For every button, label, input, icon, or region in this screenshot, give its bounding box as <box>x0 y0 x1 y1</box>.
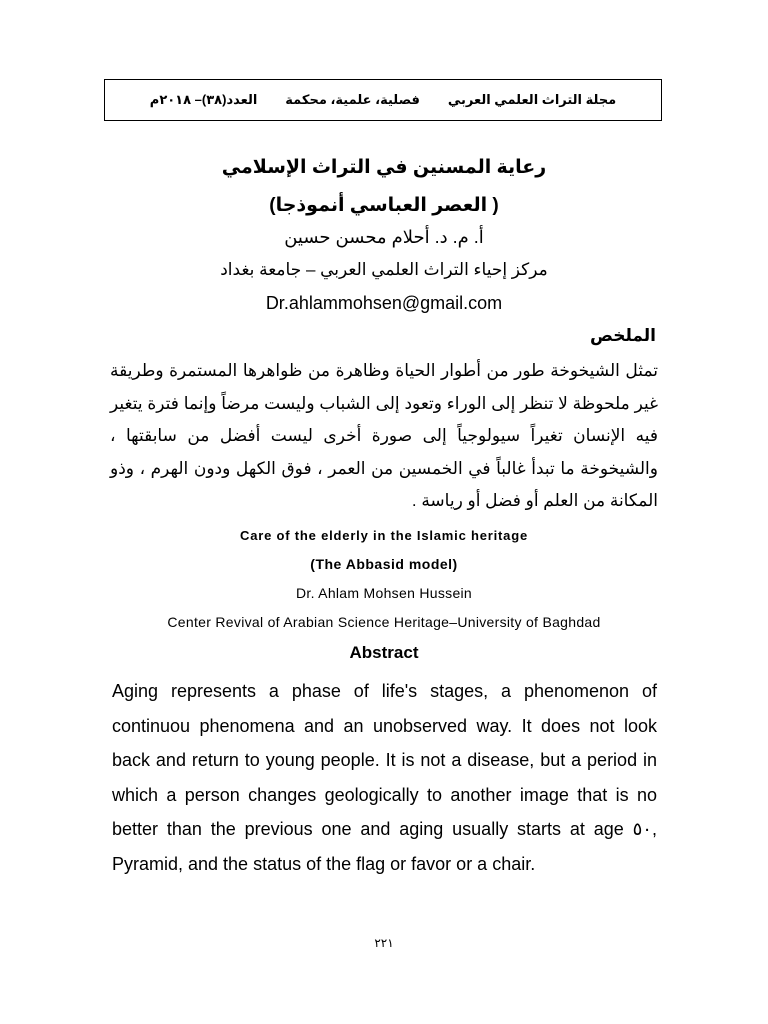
english-abstract-heading: Abstract <box>349 643 419 662</box>
author-email[interactable]: Dr.ahlammohsen@gmail.com <box>265 293 503 313</box>
journal-issue: العدد(٣٨)– ٢٠١٨م <box>149 92 258 107</box>
arabic-abstract-heading: الملخص <box>590 326 656 345</box>
english-author: Dr. Ahlam Mohsen Hussein <box>295 585 473 601</box>
english-subtitle: (The Abbasid model) <box>310 556 458 572</box>
journal-type: فصلية، علمية، محكمة <box>285 92 420 107</box>
arabic-title: رعاية المسنين في التراث الإسلامي <box>221 157 547 178</box>
arabic-author: أ. م. د. أحلام محسن حسين <box>284 227 484 247</box>
page-number: ٢٢١ <box>374 936 394 950</box>
journal-header <box>104 79 662 121</box>
arabic-subtitle: ( العصر العباسي أنموذجا) <box>269 195 499 216</box>
english-title: Care of the elderly in the Islamic heritage <box>240 528 528 543</box>
journal-name: مجلة التراث العلمي العربي <box>447 92 617 107</box>
arabic-abstract-text: تمثل الشيخوخة طور من أطوار الحياة وظاهرة من ظواهرها المستمرة وطريقة غير ملحوظة لا تنظر إلى الوراء وتعود إلى الشباب وليست مرضاً وإنما فترة يتغير فيه الإنسان تغيراً سيولوجياً إلى صورة أخرى ليست أفضل من سابقتها ، والشيخوخة ما تبدأ غالباً في الخمسين من العمر ، فوق الكهل ودون الهرم ، وذو المكانة من العلم أو فضل أو رياسة . <box>110 361 658 510</box>
arabic-affiliation: مركز إحياء التراث العلمي العربي – جامعة بغداد <box>220 260 548 279</box>
english-affiliation: Center Revival of Arabian Science Heritage–University of Baghdad <box>167 614 601 630</box>
english-abstract-text: Aging represents a phase of life's stages, a phenomenon of continuou phenomena and an unobserved way. It does not look back and return to young people. It is not a disease, but a period in which a person changes geologically to another image that is no better than the previous one and aging usually starts at age ٥٠, Pyramid, and the status of the flag or favor or a chair. <box>112 681 657 874</box>
